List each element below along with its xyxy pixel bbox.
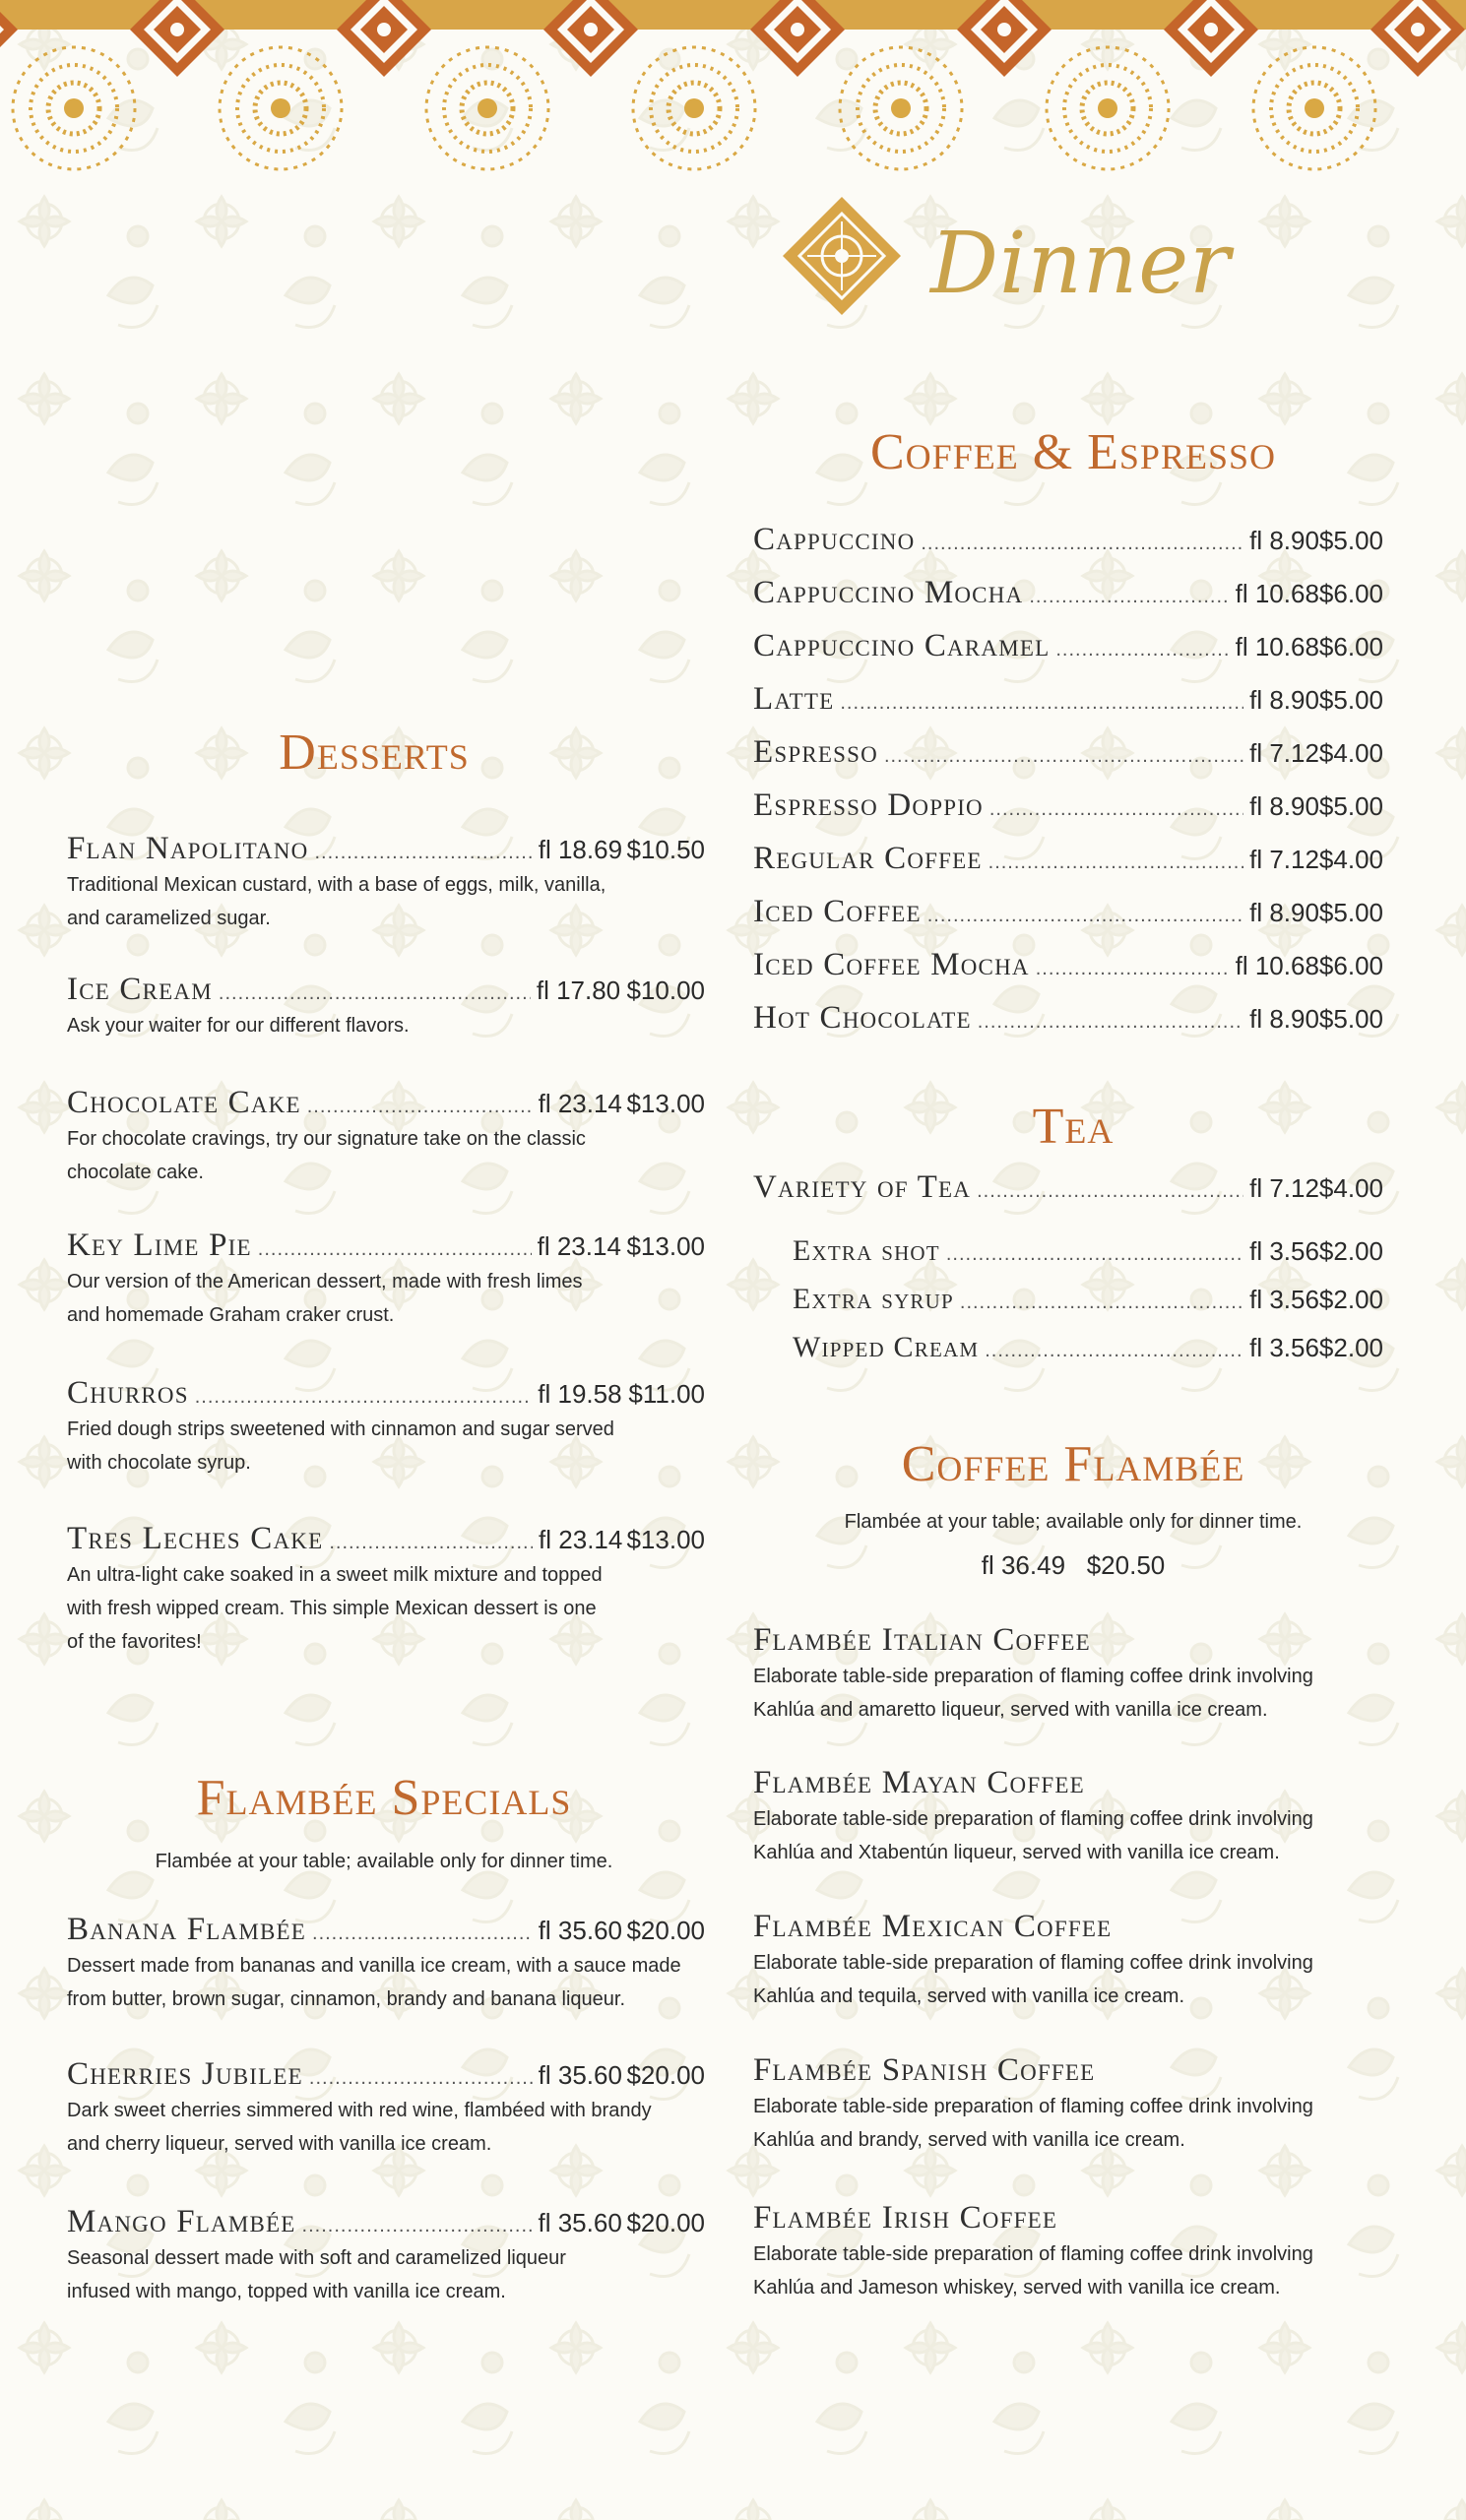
menu-item [753,681,1383,718]
tea-title: Tea [1032,1099,1115,1155]
dot-leader [307,1096,533,1118]
price-dollar: $6.00 [1318,951,1383,980]
menu-item [67,2204,705,2307]
item-name: Cappuccino Caramel [753,628,1051,663]
coffee-flambee-price [886,1550,1260,1581]
page-title: Dinner [930,215,1232,313]
price-florin: fl 10.68 [1235,632,1319,662]
item-description: with chocolate syrup. [67,1452,251,1474]
flambee-specials-title: Flambée Specials [196,1770,572,1826]
price-dollar: $20.50 [1086,1550,1166,1580]
item-description: Elaborate table-side preparation of flaming coffee drink involving [753,1666,1313,1687]
dot-leader [1055,639,1229,662]
item-name: Wipped Cream [793,1331,980,1363]
item-name: Espresso [753,734,878,770]
price-florin: fl 35.60 [538,2208,622,2237]
price-florin: fl 23.14 [539,1525,623,1554]
item-name: Latte [753,681,835,717]
item-description: Elaborate table-side preparation of flaming coffee drink involving [753,1808,1313,1830]
menu-item [753,1622,1313,1726]
menu-item [67,831,705,934]
price-dollar: $6.00 [1318,632,1383,662]
price-dollar: $5.00 [1318,526,1383,555]
price-florin: fl 36.49 [981,1550,1066,1580]
dot-leader [988,851,1243,874]
item-name: Variety of Tea [753,1169,972,1205]
price-dollar: $20.00 [626,2208,705,2237]
price-florin: fl 8.90 [1249,685,1319,715]
menu-item [753,628,1383,664]
price-florin: fl 10.68 [1235,579,1319,608]
coffee-flambee-title: Coffee Flambée [901,1436,1245,1492]
dot-leader [309,2067,533,2090]
item-name: Ice Cream [67,972,213,1007]
flambee-specials-note: Flambée at your table; available only for dinner time. [155,1851,613,1872]
price-florin: fl 35.60 [538,2060,622,2090]
item-name: Mango Flambée [67,2204,296,2239]
price-dollar: $5.00 [1318,685,1383,715]
item-name: Banana Flambée [67,1912,307,1947]
item-description: from butter, brown sugar, cinnamon, brandy and banana liqueur. [67,1988,626,2010]
item-description: with fresh wipped cream. This simple Mexican dessert is one [67,1598,597,1619]
item-description: chocolate cake. [67,1162,204,1183]
menu-item [753,2200,1313,2303]
dot-leader [312,1922,533,1945]
price-dollar: $2.00 [1318,1333,1383,1362]
price-florin: fl 17.80 [536,976,621,1005]
menu-item [793,1283,1383,1316]
item-name: Flambée Mayan Coffee [753,1765,1085,1800]
price-florin: fl 7.12 [1249,845,1319,874]
coffee-flambee-note: Flambée at your table; available only for dinner time. [844,1511,1303,1533]
menu-item [753,2052,1313,2156]
menu-item [67,972,705,1041]
item-description: Elaborate table-side preparation of flaming coffee drink involving [753,2096,1313,2117]
dot-leader [989,798,1243,821]
menu-item [753,522,1383,558]
dot-leader [314,842,532,864]
price-dollar: $5.00 [1318,898,1383,927]
item-description: Kahlúa and amaretto liqueur, served with vanilla ice cream. [753,1699,1268,1721]
price-florin: fl 7.12 [1249,1173,1319,1203]
item-name: Tres Leches Cake [67,1521,324,1556]
item-description: For chocolate cravings, try our signature take on the classic [67,1128,586,1150]
menu-item [67,1085,705,1188]
price-florin: fl 8.90 [1249,791,1319,821]
price-florin: fl 10.68 [1235,951,1319,980]
price-dollar: $20.00 [626,1916,705,1945]
menu-item [67,1521,705,1658]
menu-item [753,788,1383,824]
menu-item [793,1331,1383,1364]
price-dollar: $6.00 [1318,579,1383,608]
item-name: Extra shot [793,1234,940,1267]
price-florin: fl 19.58 [538,1379,622,1409]
item-name: Flambée Mexican Coffee [753,1909,1113,1944]
menu-item [753,575,1383,611]
item-name: Flan Napolitano [67,831,309,866]
decorative-top-border [0,0,1466,207]
dot-leader [302,2215,533,2237]
item-description: Kahlúa and Jameson whiskey, served with vanilla ice cream. [753,2277,1281,2299]
item-description: Dark sweet cherries simmered with red wine, flambéed with brandy [67,2100,652,2121]
item-description: Fried dough strips sweetened with cinnamon and sugar served [67,1418,614,1440]
price-florin: fl 8.90 [1249,898,1319,927]
item-name: Flambée Spanish Coffee [753,2052,1096,2088]
item-name: Chocolate Cake [67,1085,301,1120]
price-dollar: $13.00 [626,1231,705,1261]
dot-leader [921,533,1243,555]
item-name: Iced Coffee Mocha [753,947,1030,982]
item-description: infused with mango, topped with vanilla ice cream. [67,2281,506,2302]
price-dollar: $5.00 [1318,791,1383,821]
price-florin: fl 23.14 [537,1231,621,1261]
item-description: Seasonal dessert made with soft and caramelized liqueur [67,2247,566,2269]
price-dollar: $2.00 [1318,1285,1383,1314]
menu-item [753,894,1383,930]
item-name: Extra syrup [793,1283,954,1315]
item-name: Cherries Jubilee [67,2056,303,2092]
menu-item [67,2056,705,2160]
item-name: Flambée Irish Coffee [753,2200,1058,2236]
item-description: Traditional Mexican custard, with a base of eggs, milk, vanilla, [67,874,606,896]
item-description: Dessert made from bananas and vanilla ice cream, with a sauce made [67,1955,681,1977]
item-description: Our version of the American dessert, made with fresh limes [67,1271,583,1292]
menu-item [753,947,1383,983]
price-florin: fl 8.90 [1249,526,1319,555]
dot-leader [977,1180,1243,1203]
price-dollar: $20.00 [626,2060,705,2090]
price-dollar: $13.00 [626,1525,705,1554]
price-florin: fl 8.90 [1249,1004,1319,1034]
item-name: Flambée Italian Coffee [753,1622,1091,1658]
menu-item [753,1765,1313,1868]
diamond-tile-logo [778,192,906,320]
price-florin: fl 3.56 [1249,1236,1319,1266]
dot-leader [258,1238,532,1261]
menu-item [67,1375,705,1479]
dot-leader [978,1011,1243,1034]
price-dollar: $11.00 [628,1379,705,1409]
item-description: of the favorites! [67,1631,202,1653]
item-name: Cappuccino [753,522,916,557]
price-dollar: $5.00 [1318,1004,1383,1034]
item-name: Espresso Doppio [753,788,984,823]
dot-leader [946,1243,1243,1266]
price-florin: fl 7.12 [1249,738,1319,768]
price-dollar: $4.00 [1318,845,1383,874]
dot-leader [219,982,531,1005]
item-description: and caramelized sugar. [67,908,271,929]
price-dollar: $4.00 [1318,738,1383,768]
price-dollar: $4.00 [1318,1173,1383,1203]
price-dollar: $10.50 [626,835,705,864]
price-dollar: $2.00 [1318,1236,1383,1266]
menu-item [753,841,1383,877]
price-florin: fl 18.69 [538,835,623,864]
menu-item [753,1000,1383,1037]
dot-leader [884,745,1243,768]
item-name: Key Lime Pie [67,1228,252,1263]
menu-item [753,734,1383,771]
dot-leader [840,692,1243,715]
menu-item [793,1234,1383,1268]
price-florin: fl 3.56 [1249,1285,1319,1314]
item-name: Regular Coffee [753,841,983,876]
item-description: An ultra-light cake soaked in a sweet milk mixture and topped [67,1564,603,1586]
dot-leader [1036,958,1230,980]
menu-item [67,1228,705,1331]
price-florin: fl 35.60 [538,1916,622,1945]
coffee-espresso-title: Coffee & Espresso [869,424,1276,480]
item-description: Elaborate table-side preparation of flaming coffee drink involving [753,2243,1313,2265]
item-name: Iced Coffee [753,894,922,929]
dot-leader [329,1532,533,1554]
item-name: Churros [67,1375,189,1411]
item-description: Kahlúa and tequila, served with vanilla ice cream. [753,1985,1185,2007]
price-dollar: $10.00 [626,976,705,1005]
menu-item [753,1169,1383,1206]
dot-leader [985,1340,1243,1362]
item-description: Ask your waiter for our different flavors. [67,1015,410,1037]
dot-leader [960,1292,1243,1314]
menu-item [67,1912,705,2015]
price-florin: fl 3.56 [1249,1333,1319,1362]
dot-leader [927,905,1243,927]
item-description: Elaborate table-side preparation of flaming coffee drink involving [753,1952,1313,1974]
item-name: Cappuccino Mocha [753,575,1024,610]
menu-item [753,1909,1313,2012]
item-description: Kahlúa and Xtabentún liqueur, served with vanilla ice cream. [753,1842,1280,1863]
dot-leader [1029,586,1229,608]
item-description: and cherry liqueur, served with vanilla ice cream. [67,2133,492,2155]
item-description: Kahlúa and brandy, served with vanilla ice cream. [753,2129,1185,2151]
dot-leader [195,1386,533,1409]
item-description: and homemade Graham craker crust. [67,1304,395,1326]
item-name: Hot Chocolate [753,1000,972,1036]
desserts-title: Desserts [279,724,470,781]
price-florin: fl 23.14 [538,1089,622,1118]
price-dollar: $13.00 [626,1089,705,1118]
